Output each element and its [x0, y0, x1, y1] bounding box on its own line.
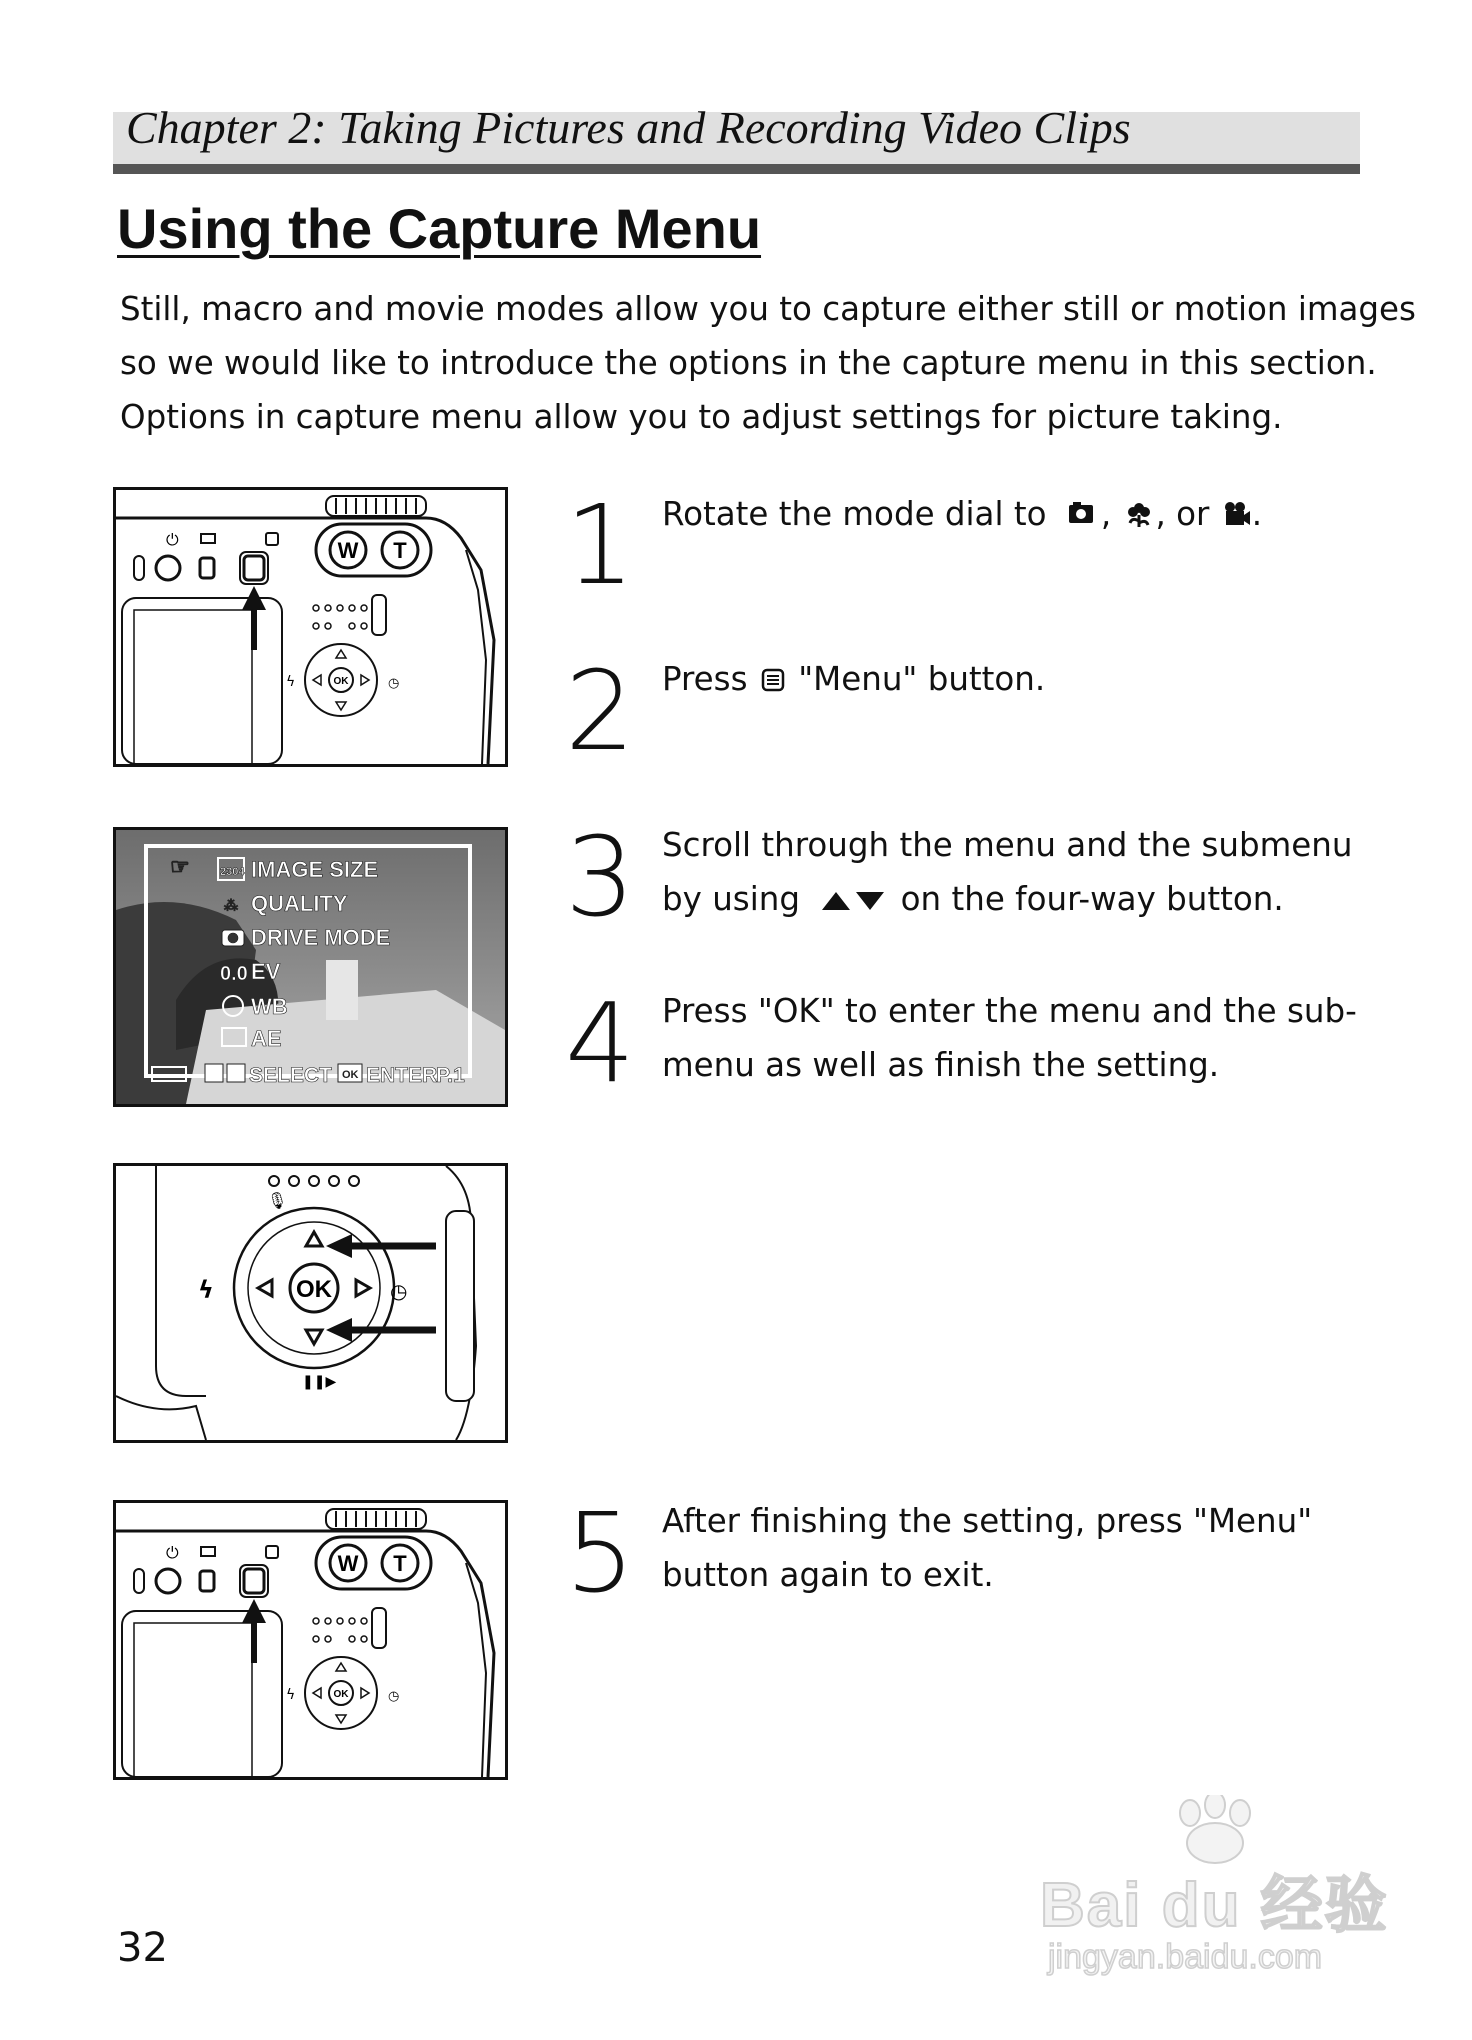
step-number-5: 5 — [565, 1489, 635, 1617]
step-number-2: 2 — [565, 647, 635, 775]
playback-icon — [201, 1547, 215, 1556]
playback-icon — [201, 534, 215, 543]
footer-ok-key: OK — [342, 1069, 359, 1081]
tele-button-label: T — [393, 538, 407, 563]
page-indicator: P.1 — [436, 1064, 465, 1087]
watermark-brand: Bai du 经验 — [1040, 1871, 1389, 1940]
flash-icon: ϟ — [286, 674, 296, 690]
self-timer-icon: ◷ — [388, 676, 400, 691]
wide-button-label: W — [337, 538, 359, 563]
ok-label: OK — [333, 1689, 349, 1700]
menu-item-ae[interactable]: AE — [251, 1026, 282, 1051]
flash-icon: ϟ — [286, 1687, 296, 1703]
flash-icon: ϟ — [198, 1276, 214, 1304]
image-size-value: 2304 — [220, 866, 245, 878]
menu-button[interactable] — [244, 1569, 264, 1593]
step-1-or: , or — [1155, 495, 1210, 533]
step-1-period: . — [1251, 495, 1263, 533]
power-button[interactable] — [156, 1569, 180, 1593]
menu-item-drive-mode[interactable]: DRIVE MODE — [251, 925, 391, 950]
playback-button[interactable] — [200, 558, 214, 578]
wide-button-label: W — [337, 1551, 359, 1576]
page-number: 32 — [117, 1925, 168, 1971]
page-title: Using the Capture Menu — [117, 197, 762, 260]
step-text-4 — [662, 984, 1357, 1092]
step-text-5 — [662, 1494, 1352, 1602]
step-number-3: 3 — [565, 813, 635, 941]
step-text-2 — [662, 652, 1352, 706]
step-5-line-2: button again to exit. — [662, 1556, 994, 1594]
lcd-menu-figure — [113, 827, 508, 1107]
camera-icon — [228, 933, 238, 943]
playback-button[interactable] — [200, 1571, 214, 1591]
ok-label: OK — [333, 676, 349, 687]
step-number-4: 4 — [565, 979, 635, 1107]
chapter-title: Chapter 2: Taking Pictures and Recording Video Clips — [126, 102, 1131, 153]
step-4-line-1: Press "OK" to enter the menu and the sub- — [662, 992, 1357, 1030]
intro-line: Still, macro and movie modes allow you to capture either still or motion images — [120, 290, 1416, 328]
step-2-menu: "Menu" button. — [798, 660, 1046, 698]
up-key-icon — [205, 1064, 223, 1082]
camera-top-figure-2 — [113, 1500, 508, 1780]
self-timer-icon: ◷ — [388, 1689, 400, 1704]
down-key-icon — [227, 1064, 245, 1082]
movie-camera-icon — [1220, 499, 1252, 529]
intro-paragraph — [120, 282, 1416, 444]
camera-icon — [1057, 499, 1101, 529]
up-down-arrows-icon — [810, 886, 890, 914]
step-3-by-using: by using — [662, 880, 800, 918]
camera-illustration — [116, 490, 505, 764]
step-3-line-1: Scroll through the menu and the submenu — [662, 826, 1353, 864]
power-icon: ⏻ — [166, 530, 179, 549]
menu-item-ev[interactable]: EV — [251, 959, 281, 984]
quality-stars-icon: ⁂ — [224, 897, 238, 913]
four-way-button-figure — [113, 1163, 508, 1443]
step-1-text: Rotate the mode dial to — [662, 495, 1047, 533]
power-button[interactable] — [156, 556, 180, 580]
step-3-four-way: on the four-way button. — [900, 880, 1284, 918]
menu-button-icon — [758, 666, 788, 694]
step-5-line-1: After finishing the setting, press "Menu" — [662, 1502, 1313, 1540]
camera-illustration — [116, 1503, 505, 1777]
ev-value: 0.0 — [220, 963, 248, 985]
play-pause-icon: ❚❚▶ — [302, 1374, 337, 1390]
menu-icon — [266, 1546, 278, 1558]
menu-button[interactable] — [244, 556, 264, 580]
up-arrow-icon — [822, 892, 850, 910]
step-text-1 — [662, 487, 1352, 541]
menu-icon — [266, 533, 278, 545]
step-4-line-2: menu as well as finish the setting. — [662, 1046, 1220, 1084]
watermark-url: jingyan.baidu.com — [1048, 1938, 1323, 1976]
camera-top-figure-1 — [113, 487, 508, 767]
step-number-1: 1 — [565, 481, 635, 609]
footer-enter: ENTER — [366, 1064, 438, 1087]
step-2-press: Press — [662, 660, 748, 698]
menu-item-wb[interactable]: WB — [251, 994, 288, 1019]
chapter-header-rule — [113, 164, 1360, 174]
four-way-illustration — [116, 1166, 505, 1440]
footer-select: SELECT — [249, 1064, 332, 1087]
hand-pointer-icon: ☞ — [170, 854, 190, 879]
menu-item-image-size[interactable]: IMAGE SIZE — [251, 857, 379, 882]
tele-button-label: T — [393, 1551, 407, 1576]
microphone-icon: 🎙 — [267, 1191, 288, 1210]
self-timer-icon: ◷ — [390, 1279, 408, 1303]
macro-flower-icon — [1122, 499, 1156, 529]
ok-label: OK — [296, 1276, 332, 1303]
step-text-3 — [662, 818, 1352, 926]
lcd-menu-screen — [116, 830, 505, 1104]
menu-item-quality[interactable]: QUALITY — [251, 891, 348, 916]
down-arrow-icon — [856, 892, 884, 910]
intro-line: Options in capture menu allow you to adjust settings for picture taking. — [120, 398, 1283, 436]
power-icon: ⏻ — [166, 1543, 179, 1562]
intro-line: so we would like to introduce the options in the capture menu in this section. — [120, 344, 1377, 382]
step-1-separator: , — [1100, 495, 1112, 533]
